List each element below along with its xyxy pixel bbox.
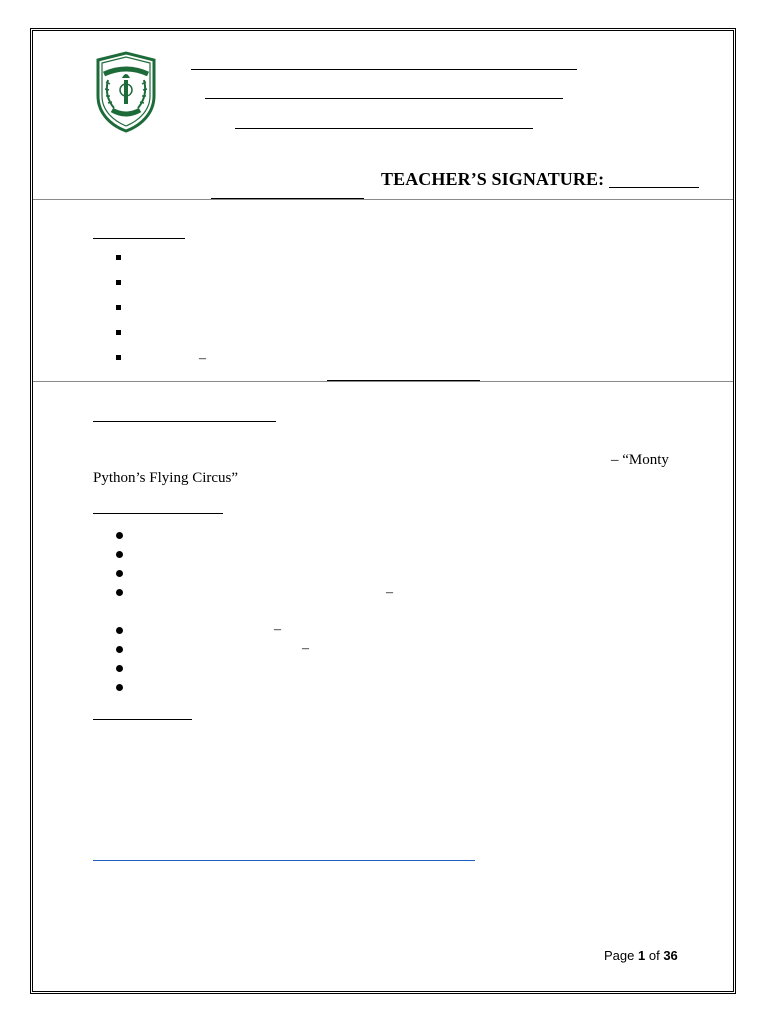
page-of: of [648,948,660,963]
section-divider-2 [33,381,733,382]
list-item-bullet [116,532,123,539]
section-divider-1 [33,199,733,200]
title-rule-2 [205,98,563,99]
section-1-heading-underline [93,238,185,239]
list-item-bullet [116,570,123,577]
list-item-bullet [116,627,123,634]
section-2-heading-underline [93,421,276,422]
hyperlink-underline[interactable] [93,860,475,861]
quote-line-2: Python’s Flying Circus” [93,470,239,486]
list-item-dash: – [386,585,393,600]
list-item-bullet [116,684,123,691]
divider-accent-2 [327,380,480,381]
teacher-signature-label: TEACHER’S SIGNATURE: [381,169,605,189]
list-item-dash: – [274,622,281,637]
list-item-bullet [116,646,123,653]
section-4-heading-underline [93,719,192,720]
list-item-bullet [116,280,121,285]
divider-accent-1 [211,198,364,199]
section-3-heading-underline [93,513,223,514]
list-item-bullet [116,330,121,335]
list-item-bullet [116,255,121,260]
list-item-bullet [116,551,123,558]
page-number-footer [604,948,678,963]
list-item-bullet [116,355,121,360]
list-item-bullet [116,665,123,672]
title-rule-3 [235,128,533,129]
list-item-bullet [116,305,121,310]
page-prefix: Page [604,948,635,963]
teacher-signature-line [609,187,699,188]
title-rule-1 [191,69,577,70]
list-item-dash: – [302,641,309,656]
page-total: 36 [663,948,678,963]
quote-tail: – “Monty [611,452,669,468]
list-item-bullet [116,589,123,596]
page-number: 1 [638,948,646,963]
school-crest-logo-icon [92,50,160,134]
list-item-dash: – [199,351,206,366]
